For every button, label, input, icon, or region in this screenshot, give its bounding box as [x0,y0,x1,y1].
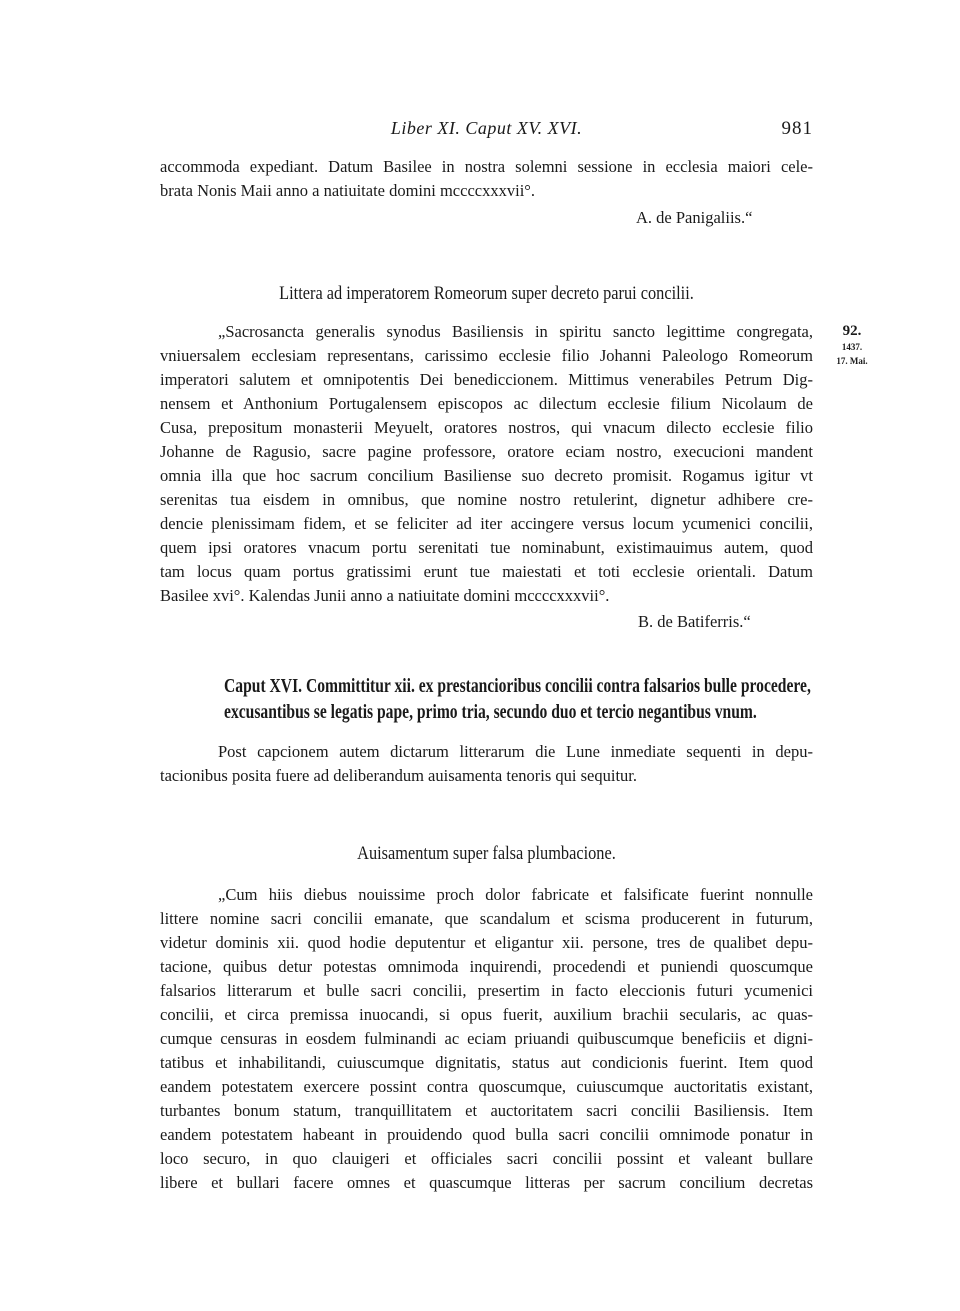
page-number: 981 [781,118,813,139]
text-line: loco securo, in quo clauigeri et officiales sacri concilii possint et valeant bullare [160,1149,813,1168]
text-line: tatibus et inhabilitandi, cuiuscumque dignitatis, status aut condicionis fuerint. Item quod [160,1053,813,1072]
text-line: tam locus quam portus gratissimi erunt tue maiestati et toti ecclesie orientali. Datum [160,562,813,581]
text-line: falsarios litterarum et bulle sacri concilii, presertim in facto eleccionis futuri ycumenici [160,981,813,1000]
text-line: Post capcionem autem dictarum litterarum die Lune inmediate sequenti in depu- [218,742,813,761]
text-line: eandem potestatem exercere possint contra quoscumque, cuiuscumque auctoritatis existant, [160,1077,813,1096]
intro-paragraph [160,740,813,788]
text-line: tacionibus posita fuere ad deliberandum auisamenta tenoris qui sequitur. [160,766,637,785]
chapter-heading [150,673,823,725]
margin-note [822,323,882,368]
text-line: cumque censuras in eosdem fulminandi ac eciam priuandi quibuscumque beneficiis et digni- [160,1029,813,1048]
text-line: nensem et Anthonium Portugalensem episcopos ac dilectum ecclesie filium Nicolaum de [160,394,813,413]
text-line: imperatori salutem et omnipotentis Dei benediccionem. Mittimus venerabiles Petrum Dig- [160,370,813,389]
text-line: Basilee xvi°. Kalendas Junii anno a natiuitate domini mccccxxxvii°. [160,586,610,605]
section-heading-auisamentum: Auisamentum super falsa plumbacione. [357,843,616,864]
chapter-heading-line: excusantibus se legatis pape, primo tria, secundo duo et tercio negantibus vnum. [224,701,757,723]
text-line: concilii, et circa premissa inuocandi, si opus fuerit, auxilium brachii secularis, ac quas- [160,1005,813,1024]
section-heading-littera: Littera ad imperatorem Romeorum super decreto parui concilii. [279,283,694,304]
text-line: Johanne de Ragusio, sacre pagine professore, oratore eciam nostro, execucioni mandent [160,442,813,461]
text-line: videtur dominis xii. quod hodie deputentur et eligantur xii. persone, tres de qualibet depu- [160,933,813,952]
margin-date: 17. Mai. [836,356,868,366]
chapter-heading-line: Caput XVI. Committitur xii. ex prestancioribus concilii contra falsarios bulle procedere, [224,675,811,697]
text-line: littere nomine sacri concilii emanate, que scandalum et scisma producerent in futurum, [160,909,813,928]
text-line: quem ipsi oratores vnacum portu serenitati tue nominabunt, existimauimus autem, quod [160,538,813,557]
text-line: dencie plenissimam fidem, et se feliciter ad iter accingere versus locum ycumenici concilii, [160,514,813,533]
text-line: serenitas tua eisdem in omnibus, que nomine nostro retulerint, dignetur adhibere cre- [160,490,813,509]
margin-number: 92. [842,323,862,339]
text-line: turbantes bonum statum, tranquillitatem et auctoritatem sacri concilii Basiliensis. Item [160,1101,813,1120]
text-line: accommoda expediant. Datum Basilee in nostra solemni sessione in ecclesia maiori cele- [160,157,813,176]
text-line: „Cum hiis diebus nouissime proch dolor fabricate et falsificate fuerint nonnulle [218,885,813,904]
text-line: brata Nonis Maii anno a natiuitate domini mccccxxxvii°. [160,181,535,200]
text-line: „Sacrosancta generalis synodus Basiliensis in spiritu sancto legittime congregata, [218,322,813,341]
text-line: vniuersalem ecclesiam representans, carissimo ecclesie filio Johanni Paleologo Romeorum [160,346,813,365]
running-title: Liber XI. Caput XV. XVI. [390,118,583,138]
opening-text-block [160,155,813,203]
text-line: libere et bullari facere omnes et quascumque litteras per sacrum concilium decretas [160,1173,813,1192]
margin-year: 1437. [841,342,863,352]
text-line: eandem potestatem habeant in prouidendo quod bulla sacri concilii omnimode ponatur in [160,1125,813,1144]
letter-text-block [160,320,813,608]
running-head [160,118,813,142]
signature-panigaliis: A. de Panigaliis.“ [636,208,753,227]
text-line: omnia illa que hoc sacrum concilium Basiliense suo decreto promisit. Rogamus igitur vt [160,466,813,485]
auisamentum-text-block [160,883,813,1195]
signature-batiferris: B. de Batiferris.“ [638,612,751,631]
text-line: Cusa, prepositum monasterii Meyuelt, oratores nostros, qui vnacum dilecto ecclesie filio [160,418,813,437]
text-line: tacione, quibus detur potestas omnimoda inquirendi, procedendi et puniendi quoscumque [160,957,813,976]
